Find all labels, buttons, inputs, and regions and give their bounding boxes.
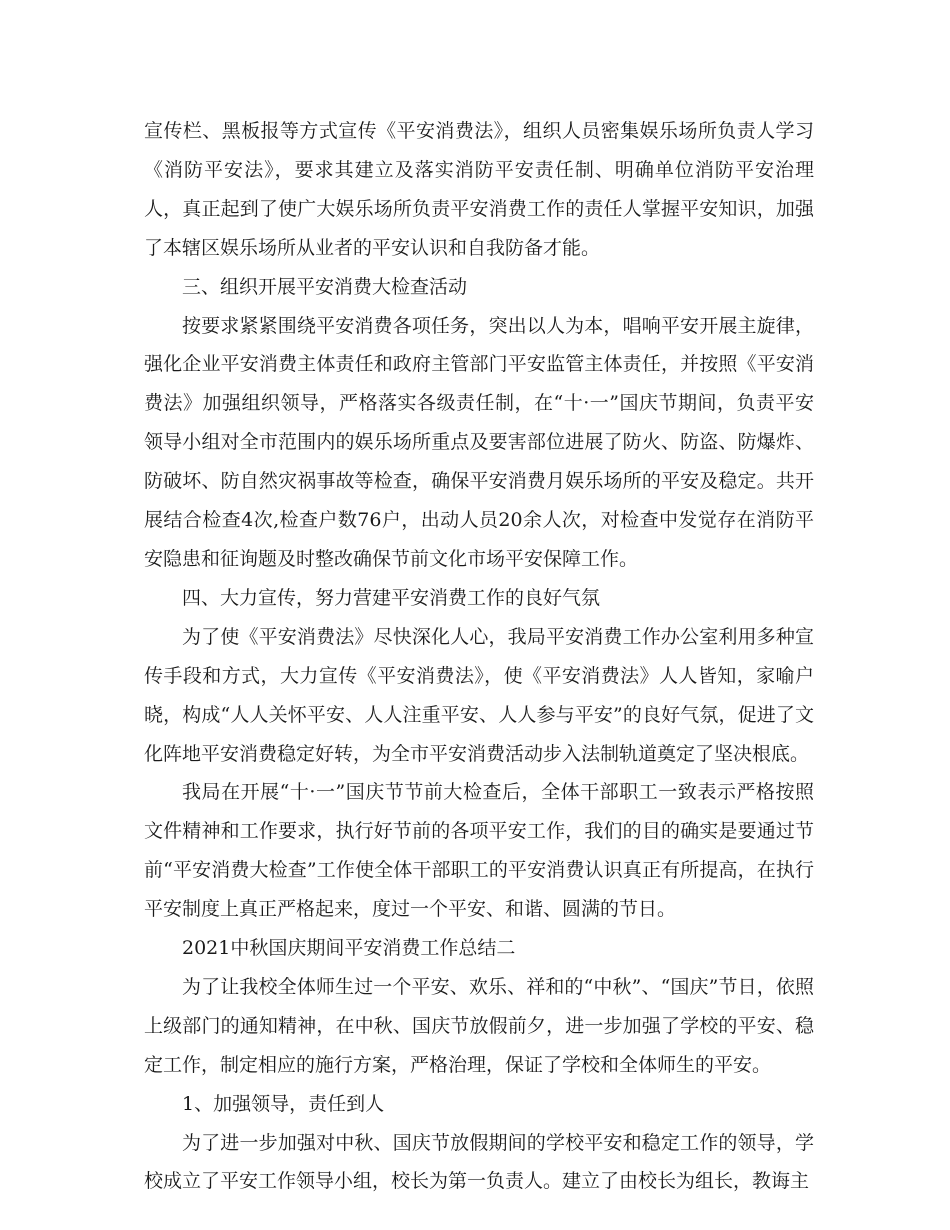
paragraph-6: 为了进一步加强对中秋、国庆节放假期间的学校平安和稳定工作的领导，学校成立了平安工作领导小组，校长为第一负责人。建立了由校长为组长，教诲主 (144, 1131, 814, 1193)
paragraph-3: 为了使《平安消费法》尽快深化人心，我局平安消费工作办公室利用多种宣传手段和方式，大力宣传《平安消费法》，使《平安消费法》人人皆知，家喻户晓，构成“人人关怀平安、人人注重平安、人人参与平安”的良好气氛，促进了文化阵地平安消费稳定好转，为全市平安消费活动步入法制轨道奠定了坚决根底。 (144, 625, 814, 765)
paragraph-5: 为了让我校全体师生过一个平安、欢乐、祥和的“中秋”、“国庆”节日，依照上级部门的通知精神，在中秋、国庆节放假前夕，进一步加强了学校的平安、稳定工作，制定相应的施行方案，严格治理，保证了学校和全体师生的平安。 (144, 975, 814, 1076)
paragraph-4: 我局在开展“十·一”国庆节节前大检查后，全体干部职工一致表示严格按照文件精神和工作要求，执行好节前的各项平安工作，我们的目的确实是要通过节前“平安消费大检查”工作使全体干部职工的平安消费认识真正有所提高，在执行平安制度上真正严格起来，度过一个平安、和谐、圆满的节日。 (144, 781, 814, 921)
document-page (144, 112, 814, 1201)
section-heading-4: 四、大力宣传，努力营建平安消费工作的良好气氛 (182, 586, 601, 609)
section-heading-1: 1、加强领导，责任到人 (182, 1092, 385, 1115)
paragraph-2: 按要求紧紧围绕平安消费各项任务，突出以人为本，唱响平安开展主旋律，强化企业平安消费主体责任和政府主管部门平安监管主体责任，并按照《平安消费法》加强组织领导，严格落实各级责任制，在“十·一”国庆节期间，负责平安领导小组对全市范围内的娱乐场所重点及要害部位进展了防火、防盗、防爆炸、防破坏、防自然灾祸事故等检查，确保平安消费月娱乐场所的平安及稳定。共开展结合检查4次,检查户数76户，出动人员20余人次，对检查中发觉存在消防平安隐患和征询题及时整改确保节前文化市场平安保障工作。 (144, 314, 814, 570)
paragraph-1: 宣传栏、黑板报等方式宣传《平安消费法》，组织人员密集娱乐场所负责人学习《消防平安法》，要求其建立及落实消防平安责任制、明确单位消防平安治理人，真正起到了使广大娱乐场所负责平安消费工作的责任人掌握平安知识，加强了本辖区娱乐场所从业者的平安认识和自我防备才能。 (144, 120, 814, 259)
section-heading-3: 三、组织开展平安消费大检查活动 (182, 275, 468, 298)
document-subtitle: 2021中秋国庆期间平安消费工作总结二 (182, 937, 516, 960)
